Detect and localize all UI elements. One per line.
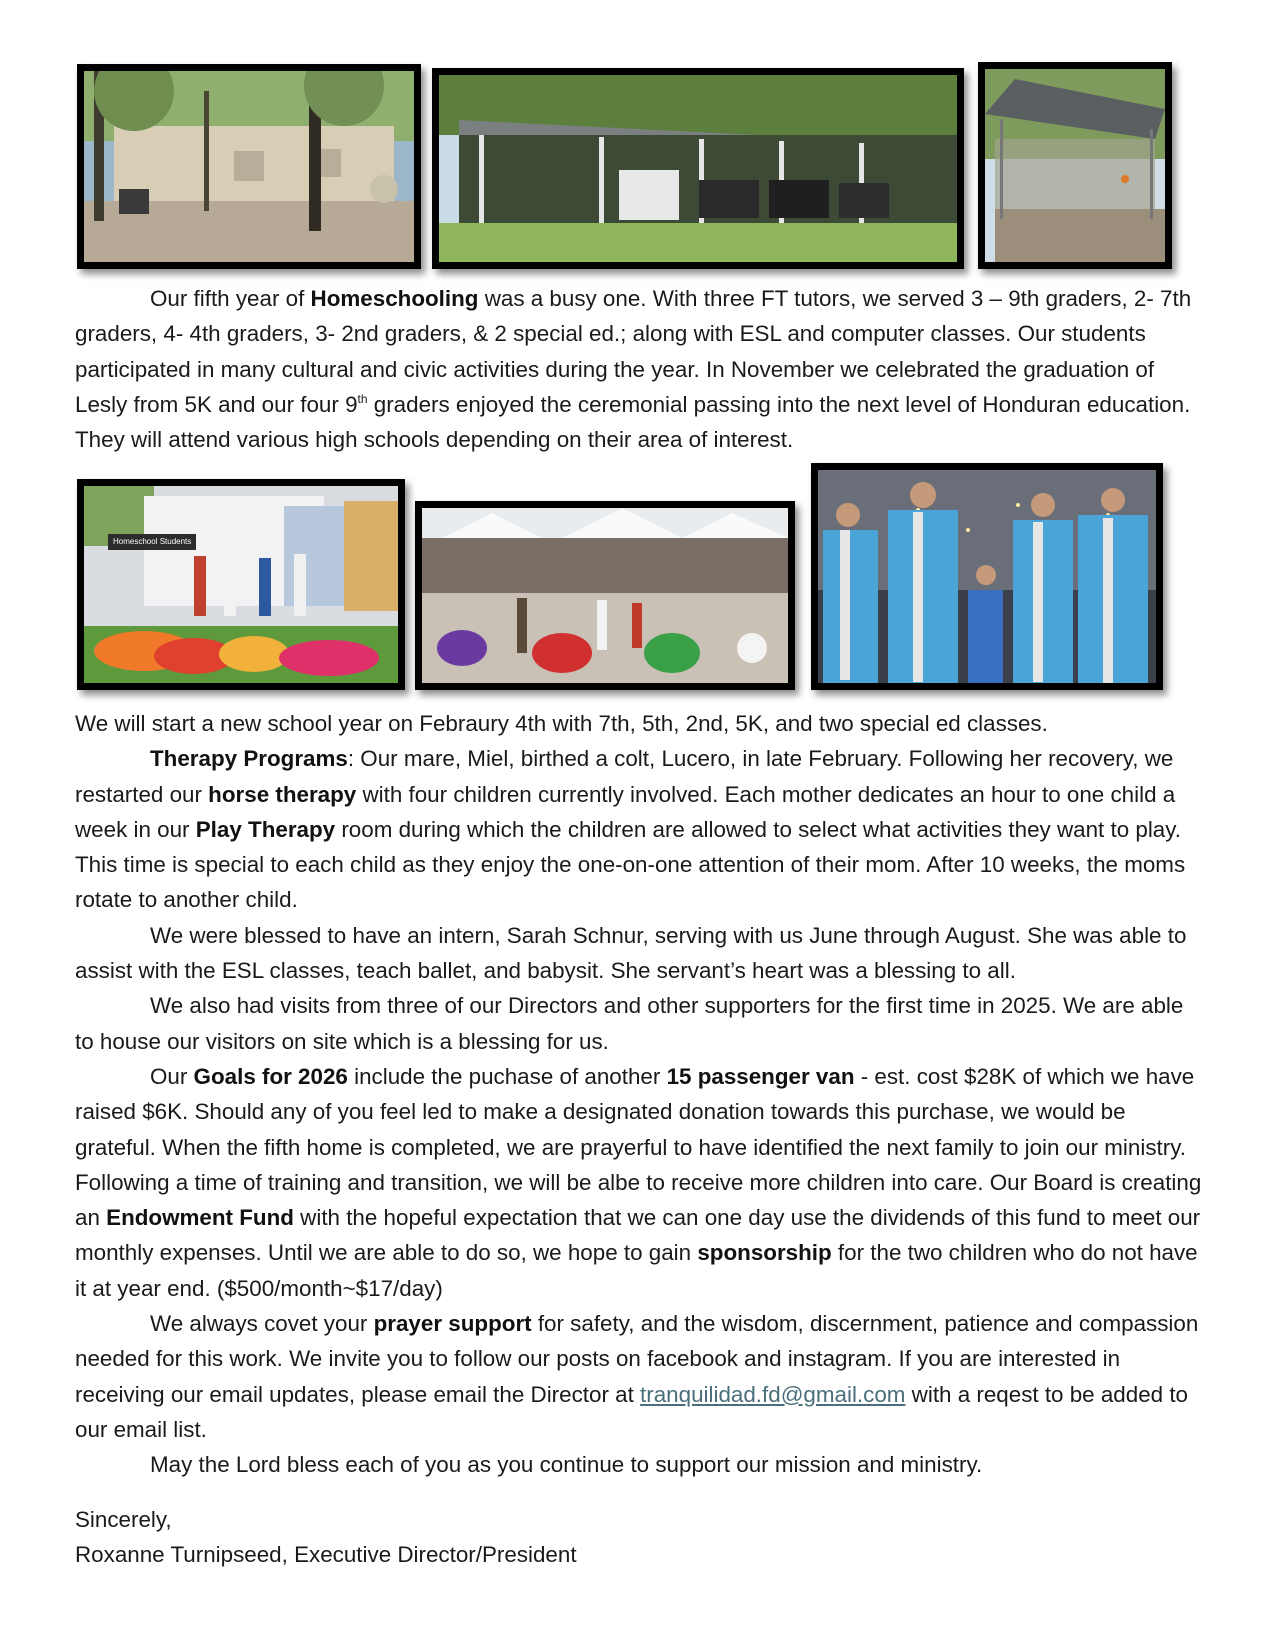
play-therapy-bold: Play Therapy xyxy=(195,816,336,842)
carport-vehicles-photo xyxy=(432,68,964,269)
email-link[interactable]: tranquilidad.fd@gmail.com xyxy=(640,1381,906,1407)
closing-block xyxy=(75,1502,577,1572)
dance-festival-photo xyxy=(415,501,795,690)
therapy-paragraph xyxy=(75,741,1205,917)
endowment-fund-bold: Endowment Fund xyxy=(106,1205,294,1231)
text-run: for the two children who do not have it at year end. ($500/month~$17/day) xyxy=(75,1240,1198,1301)
school-year-paragraph: We will start a new school year on Febraury 4th with 7th, 5th, 2nd, 5K, and two special ed classes. xyxy=(75,711,1048,736)
prayer-support-bold: prayer support xyxy=(373,1311,532,1337)
text-run: with a reqest to be added to our email list. xyxy=(75,1381,1189,1442)
prayer-paragraph xyxy=(75,1306,1205,1447)
homeschool-paragraph xyxy=(75,281,1205,457)
text-run: was a busy one. With three FT tutors, we served 3 – 9th graders, 2- 7th graders, 4- 4th graders, 3- 2nd graders, & 2 special ed.; along with ESL and computer classes. Our students participated in many cultural and civic activities during the year. In November we celebrated the graduation of Lesly from 5K and our four 9 xyxy=(75,286,1192,417)
text-run: Our xyxy=(150,1063,194,1089)
covered-pen-photo xyxy=(978,62,1172,269)
text-run: include the puchase of another xyxy=(347,1063,667,1089)
text-run: We always covet your xyxy=(150,1311,374,1337)
homeschool-sign: Homeschool Students xyxy=(108,534,196,550)
text-run: with the hopeful expectation that we can one day use the dividends of this fund to meet our monthly expenses. Until we are able to do so, we hope to gain xyxy=(75,1205,1201,1266)
text-run: - est. cost $28K of which we have raised $6K. Should any of you feel led to make a designated donation towards this purchase, we would be grateful. When the fifth home is completed, we are prayerful to have identified the next family to join our ministry. Following a time of training and transition, we will be albe to receive more children into care. Our Board is creating an xyxy=(75,1063,1202,1231)
salutation: Sincerely, xyxy=(75,1507,172,1532)
visits-paragraph: We also had visits from three of our Directors and other supporters for the first time in 2025. We are able to house our visitors on site which is a blessing for us. xyxy=(75,993,1184,1054)
sponsorship-bold: sponsorship xyxy=(697,1240,832,1266)
goals-paragraph xyxy=(75,1059,1205,1306)
homeschool-section xyxy=(75,281,1205,457)
signature: Roxanne Turnipseed, Executive Director/President xyxy=(75,1542,577,1567)
building-under-construction-photo xyxy=(77,64,421,269)
main-body xyxy=(75,706,1205,1483)
cultural-event-photo xyxy=(77,479,405,690)
graduation-photo xyxy=(811,463,1163,690)
text-run: with four children currently involved. Each mother dedicates an hour to one child a week in our xyxy=(75,781,1176,842)
horse-therapy-bold: horse therapy xyxy=(208,781,357,807)
homeschooling-bold: Homeschooling xyxy=(310,286,479,311)
text-run: : Our mare, Miel, birthed a colt, Lucero, in late February. Following her recovery, we restarted our xyxy=(75,746,1174,807)
text-run: room during which the children are allowed to select what activities they want to play. This time is special to each child as they enjoy the one-on-one attention of their mom. After 10 weeks, the moms rotate to another child. xyxy=(75,816,1186,913)
superscript: th xyxy=(357,391,368,406)
intern-paragraph: We were blessed to have an intern, Sarah Schnur, serving with us June through August. She was able to assist with the ESL classes, teach ballet, and babysit. She servant’s heart was a blessing to all. xyxy=(75,922,1187,984)
therapy-programs-bold: Therapy Programs xyxy=(150,746,348,772)
text-run: for safety, and the wisdom, discernment, patience and compassion needed for this work. We invite you to follow our posts on facebook and instagram. If you are interested in receiving our email updates, please email the Director at xyxy=(75,1311,1199,1407)
text-run: Our fifth year of xyxy=(150,286,311,311)
blessing-paragraph: May the Lord bless each of you as you continue to support our mission and ministry. xyxy=(150,1452,983,1478)
van-bold: 15 passenger van xyxy=(666,1063,855,1089)
text-run: graders enjoyed the ceremonial passing into the next level of Honduran education. They will attend various high schools depending on their area of interest. xyxy=(75,391,1191,453)
goals-bold: Goals for 2026 xyxy=(193,1063,348,1089)
